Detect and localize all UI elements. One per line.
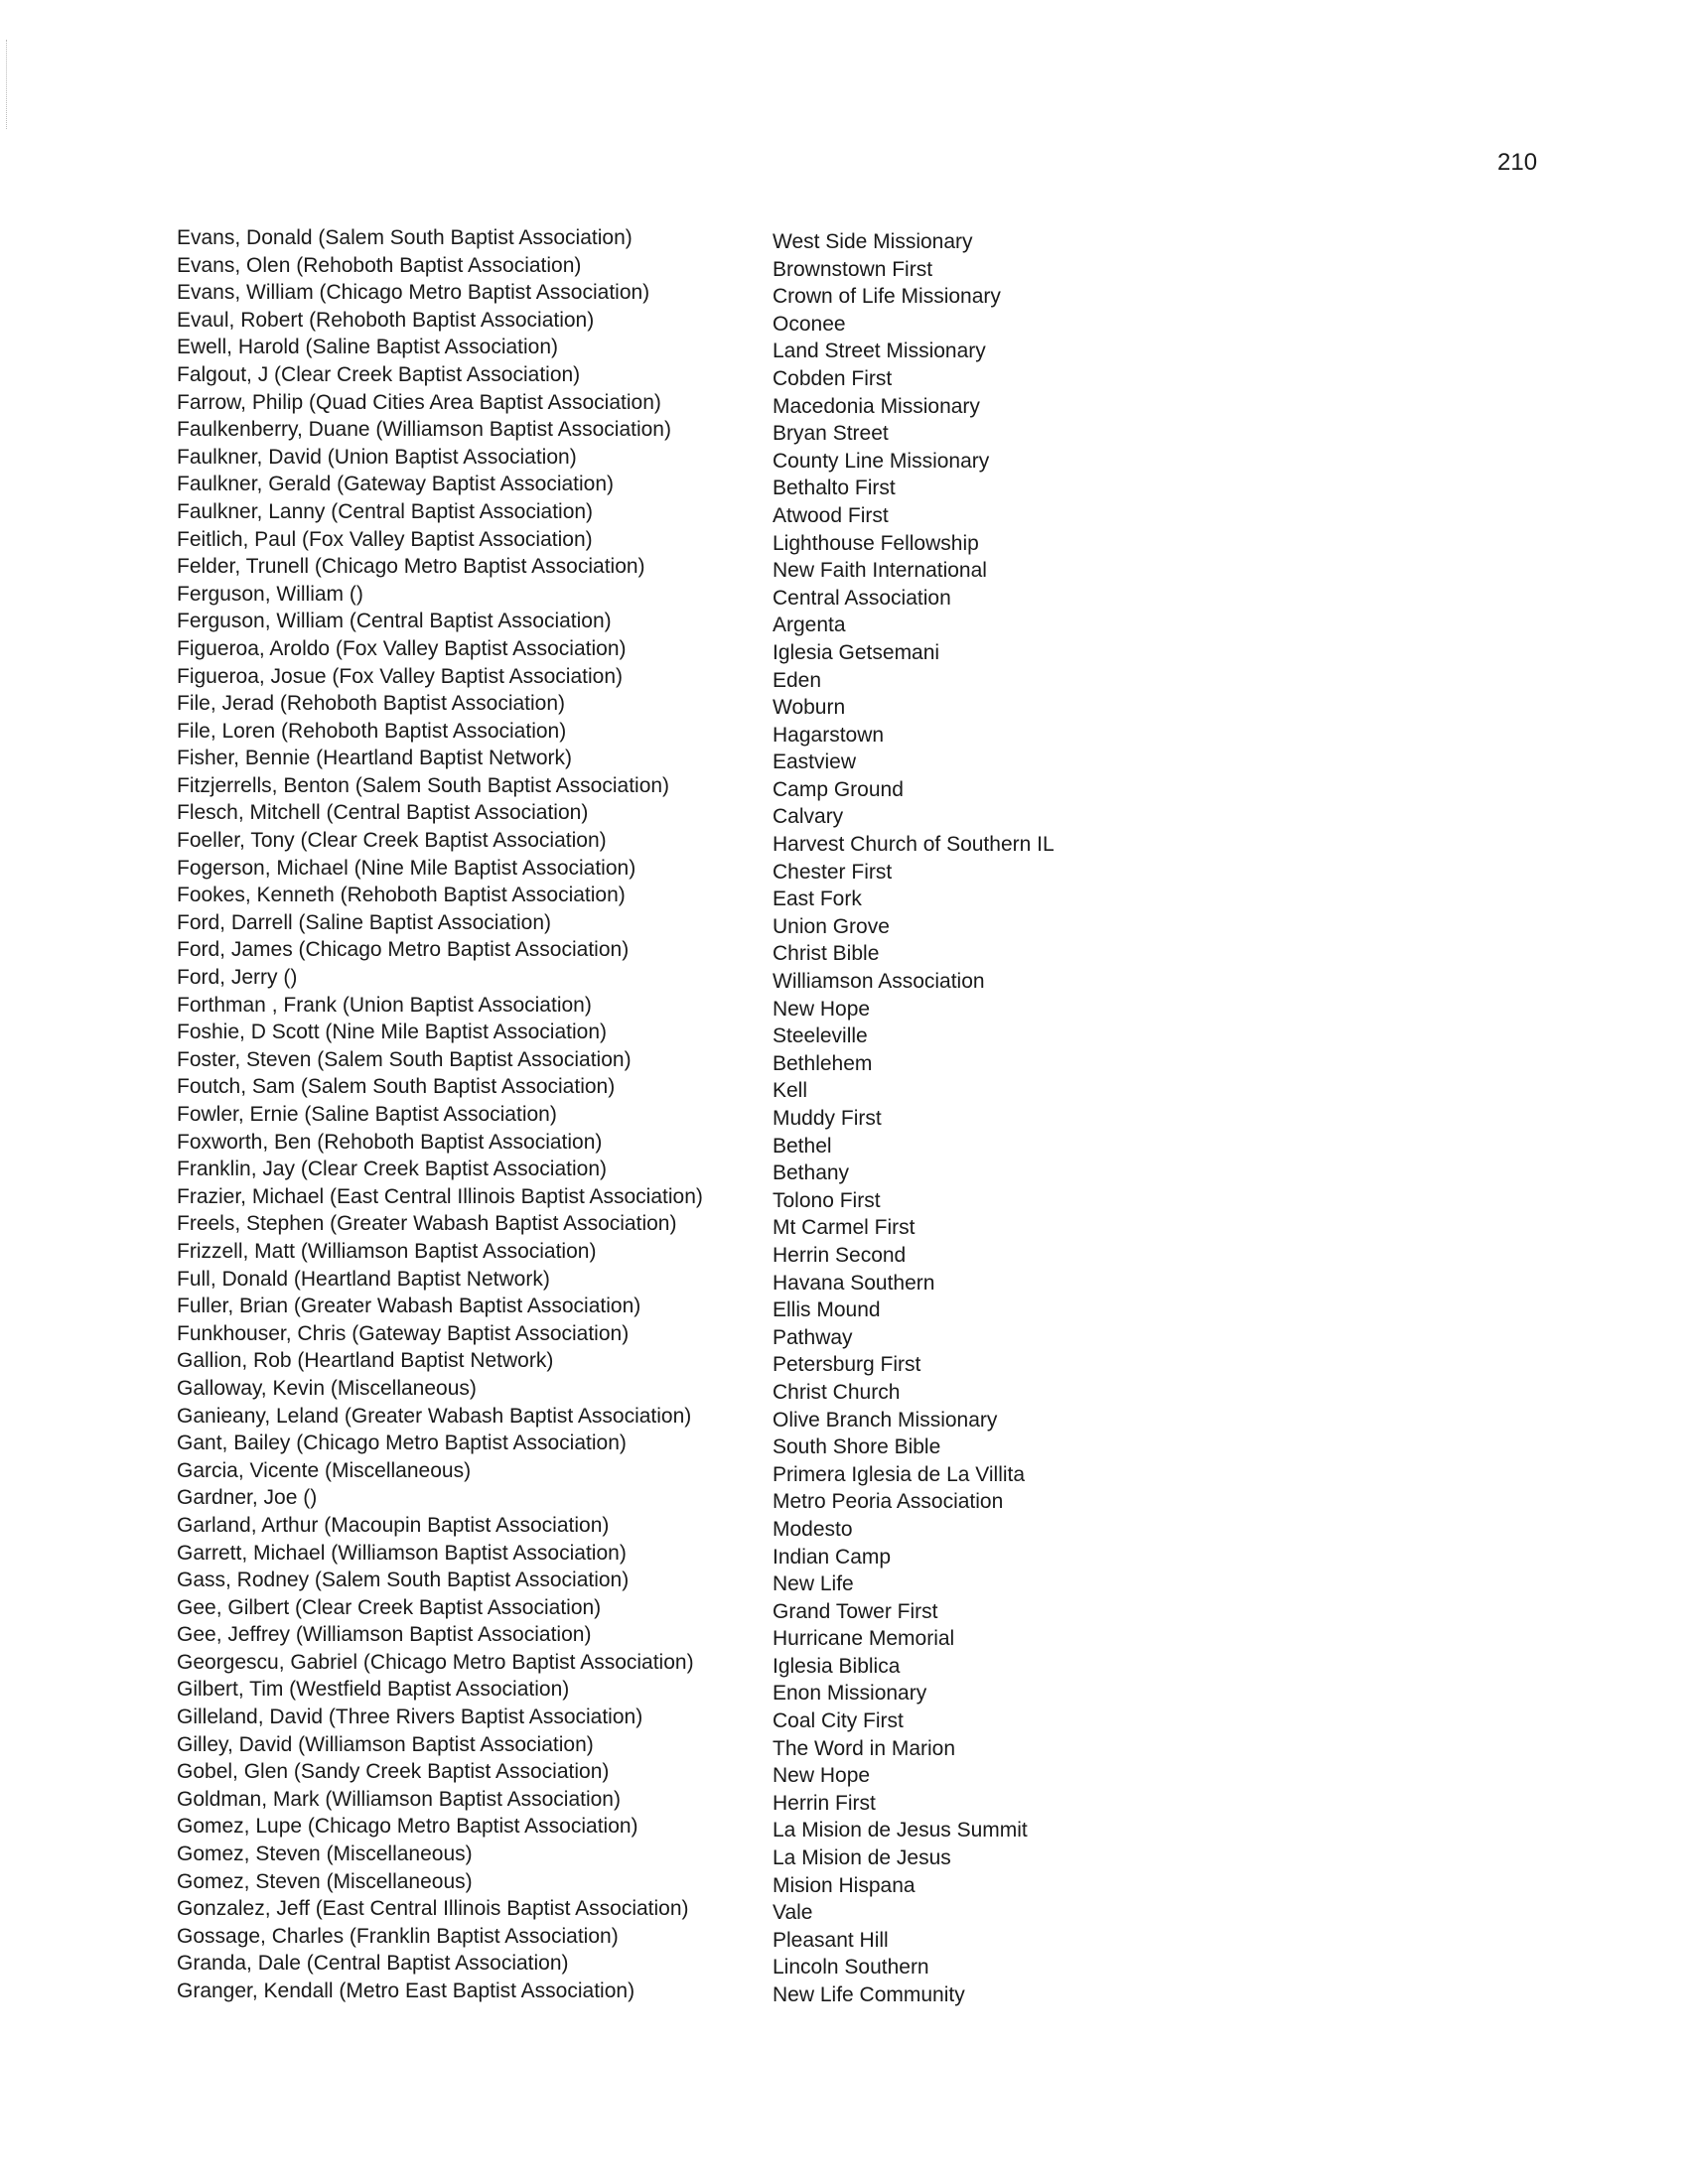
pastor-entry: Garcia, Vicente (Miscellaneous) [177,1458,472,1482]
pastor-entry: Gass, Rodney (Salem South Baptist Association) [177,1569,630,1592]
church-entry: Lighthouse Fellowship [773,531,979,555]
pastor-entry: Figueroa, Aroldo (Fox Valley Baptist Association) [177,636,627,660]
church-entry: Bethalto First [773,477,896,500]
pastor-entry: Evans, Donald (Salem South Baptist Association) [177,226,633,249]
scan-edge-mark [6,40,8,129]
pastor-entry: Granger, Kendall (Metro East Baptist Association) [177,1979,635,2002]
church-entry: La Mision de Jesus Summit [773,1819,1028,1843]
church-entry: Union Grove [773,914,890,938]
pastor-entry: Fitzjerrells, Benton (Salem South Baptist Association) [177,773,670,797]
pastor-entry: Faulkenberry, Duane (Williamson Baptist Association) [177,418,671,442]
church-entry: Camp Ground [773,777,904,801]
pastor-entry: File, Jerad (Rehoboth Baptist Association) [177,692,566,716]
pastor-entry: Flesch, Mitchell (Central Baptist Association) [177,801,589,825]
pastor-entry: Evans, William (Chicago Metro Baptist Association) [177,281,650,305]
church-entry: Petersburg First [773,1353,921,1377]
pastor-entry: Feitlich, Paul (Fox Valley Baptist Association) [177,527,593,551]
pastor-entry: Georgescu, Gabriel (Chicago Metro Baptist Association) [177,1650,694,1674]
pastor-entry: Frazier, Michael (East Central Illinois Baptist Association) [177,1184,703,1208]
pastor-entry: Goldman, Mark (Williamson Baptist Association) [177,1787,621,1811]
pastor-entry: Full, Donald (Heartland Baptist Network) [177,1267,550,1291]
church-entry: Vale [773,1901,813,1925]
pastor-entry: Foxworth, Ben (Rehoboth Baptist Association) [177,1130,603,1154]
pastor-entry: Fowler, Ernie (Saline Baptist Association) [177,1103,557,1126]
church-entry: Herrin First [773,1791,876,1815]
church-entry: Pleasant Hill [773,1928,889,1952]
church-entry: Hurricane Memorial [773,1627,955,1651]
pastor-entry: Evans, Olen (Rehoboth Baptist Association) [177,253,582,277]
church-entry: Bethlehem [773,1051,873,1075]
church-entry: Iglesia Getsemani [773,640,940,664]
church-entry: Iglesia Biblica [773,1654,901,1678]
church-entry: Oconee [773,312,846,336]
church-entry: Christ Church [773,1380,901,1404]
pastor-entry: Franklin, Jay (Clear Creek Baptist Association) [177,1158,607,1181]
pastor-entry: Gossage, Charles (Franklin Baptist Association) [177,1924,619,1948]
pastor-entry: Gant, Bailey (Chicago Metro Baptist Association) [177,1432,627,1455]
pastor-entry: Gee, Jeffrey (Williamson Baptist Association) [177,1623,592,1647]
pastor-entry: Foshie, D Scott (Nine Mile Baptist Association) [177,1021,608,1044]
church-entry: Ellis Mound [773,1298,881,1322]
church-entry: Metro Peoria Association [773,1490,1004,1514]
pastor-entry: Farrow, Philip (Quad Cities Area Baptist Association) [177,390,661,414]
church-entry: The Word in Marion [773,1736,956,1760]
pastor-entry: Gallion, Rob (Heartland Baptist Network) [177,1349,554,1373]
church-entry: Enon Missionary [773,1682,927,1706]
church-entry: Primera Iglesia de La Villita [773,1462,1026,1486]
church-entry: Tolono First [773,1188,881,1212]
pastor-entry: Garrett, Michael (Williamson Baptist Association) [177,1541,627,1565]
church-entry: West Side Missionary [773,230,973,253]
church-entry: New Life Community [773,1983,965,2006]
pastor-entry: Fuller, Brian (Greater Wabash Baptist Association) [177,1295,641,1318]
pastor-entry: File, Loren (Rehoboth Baptist Association) [177,719,567,743]
pastor-entry: Galloway, Kevin (Miscellaneous) [177,1376,477,1400]
pastor-entry: Ewell, Harold (Saline Baptist Association) [177,336,559,359]
church-entry: Christ Bible [773,942,880,966]
pastor-entry: Foutch, Sam (Salem South Baptist Association) [177,1075,616,1099]
church-entry: Steeleville [773,1024,868,1048]
pastor-entry: Foeller, Tony (Clear Creek Baptist Association) [177,829,607,853]
church-entry: Cobden First [773,366,893,390]
pastor-entry: Gomez, Steven (Miscellaneous) [177,1869,473,1893]
church-entry: Mision Hispana [773,1873,916,1897]
pastor-entry: Faulkner, Lanny (Central Baptist Association) [177,499,594,523]
church-entry: Muddy First [773,1107,882,1130]
church-names-column [773,228,1055,2009]
pastor-entry: Ford, James (Chicago Metro Baptist Association) [177,938,630,962]
pastor-entry: Ganieany, Leland (Greater Wabash Baptist Association) [177,1404,692,1428]
church-entry: Woburn [773,696,846,720]
church-entry: Chester First [773,860,893,884]
church-entry: Herrin Second [773,1243,907,1267]
church-entry: Havana Southern [773,1271,935,1295]
church-entry: Kell [773,1079,808,1103]
church-entry: Pathway [773,1325,853,1349]
church-entry: Hagarstown [773,723,885,747]
church-entry: County Line Missionary [773,449,990,473]
church-entry: Land Street Missionary [773,340,986,363]
pastor-names-column [177,224,703,2005]
church-entry: Williamson Association [773,970,985,994]
church-entry: East Fork [773,887,862,911]
page-number: 210 [1497,149,1538,176]
pastor-entry: Falgout, J (Clear Creek Baptist Association) [177,362,581,386]
church-entry: Crown of Life Missionary [773,285,1001,309]
church-entry: Brownstown First [773,257,933,281]
pastor-entry: Fogerson, Michael (Nine Mile Baptist Association) [177,856,636,880]
church-entry: Macedonia Missionary [773,394,980,418]
pastor-entry: Faulkner, David (Union Baptist Association) [177,445,577,469]
pastor-entry: Granda, Dale (Central Baptist Association) [177,1952,569,1976]
pastor-entry: Ferguson, William (Central Baptist Association) [177,610,612,633]
pastor-entry: Frizzell, Matt (Williamson Baptist Association) [177,1239,597,1263]
church-entry: Lincoln Southern [773,1956,929,1979]
pastor-entry: Gardner, Joe () [177,1486,318,1510]
pastor-entry: Gilley, David (Williamson Baptist Association) [177,1732,594,1756]
church-entry: South Shore Bible [773,1435,941,1459]
pastor-entry: Foster, Steven (Salem South Baptist Association) [177,1047,632,1071]
church-entry: Coal City First [773,1709,904,1733]
pastor-entry: Fisher, Bennie (Heartland Baptist Network) [177,747,573,770]
church-entry: Bryan Street [773,422,889,446]
church-entry: Harvest Church of Southern IL [773,833,1055,857]
pastor-entry: Gobel, Glen (Sandy Creek Baptist Association) [177,1760,610,1784]
pastor-entry: Figueroa, Josue (Fox Valley Baptist Association) [177,664,623,688]
pastor-entry: Gee, Gilbert (Clear Creek Baptist Association) [177,1595,602,1619]
pastor-entry: Freels, Stephen (Greater Wabash Baptist Association) [177,1212,677,1236]
pastor-entry: Fookes, Kenneth (Rehoboth Baptist Association) [177,884,626,907]
church-entry: New Hope [773,1764,871,1788]
church-entry: New Faith International [773,559,987,583]
church-entry: Olive Branch Missionary [773,1408,998,1432]
church-entry: Calvary [773,805,844,829]
pastor-entry: Gomez, Lupe (Chicago Metro Baptist Association) [177,1815,638,1839]
church-entry: Mt Carmel First [773,1216,916,1240]
church-entry: Indian Camp [773,1545,892,1569]
pastor-entry: Ford, Jerry () [177,966,298,990]
church-entry: Bethany [773,1161,850,1185]
church-entry: Eastview [773,751,857,774]
pastor-entry: Gilleland, David (Three Rivers Baptist Association) [177,1706,643,1729]
pastor-entry: Evaul, Robert (Rehoboth Baptist Association) [177,308,595,332]
pastor-entry: Ford, Darrell (Saline Baptist Association) [177,910,551,934]
church-entry: Atwood First [773,503,889,527]
church-entry: Modesto [773,1517,853,1541]
pastor-entry: Gonzalez, Jeff (East Central Illinois Baptist Association) [177,1897,689,1921]
pastor-entry: Gomez, Steven (Miscellaneous) [177,1843,473,1866]
church-entry: Argenta [773,614,846,637]
pastor-entry: Garland, Arthur (Macoupin Baptist Association) [177,1513,610,1537]
pastor-entry: Gilbert, Tim (Westfield Baptist Association) [177,1678,570,1702]
church-entry: New Hope [773,997,871,1021]
pastor-entry: Ferguson, William () [177,582,363,606]
church-entry: Eden [773,668,822,692]
pastor-entry: Felder, Trunell (Chicago Metro Baptist Association) [177,555,645,579]
pastor-entry: Forthman , Frank (Union Baptist Association) [177,993,592,1017]
church-entry: Central Association [773,586,951,610]
pastor-entry: Faulkner, Gerald (Gateway Baptist Association) [177,473,615,496]
church-entry: Bethel [773,1134,832,1158]
church-entry: New Life [773,1572,854,1596]
church-entry: La Mision de Jesus [773,1846,951,1870]
pastor-entry: Funkhouser, Chris (Gateway Baptist Association) [177,1321,630,1345]
church-entry: Grand Tower First [773,1599,938,1623]
